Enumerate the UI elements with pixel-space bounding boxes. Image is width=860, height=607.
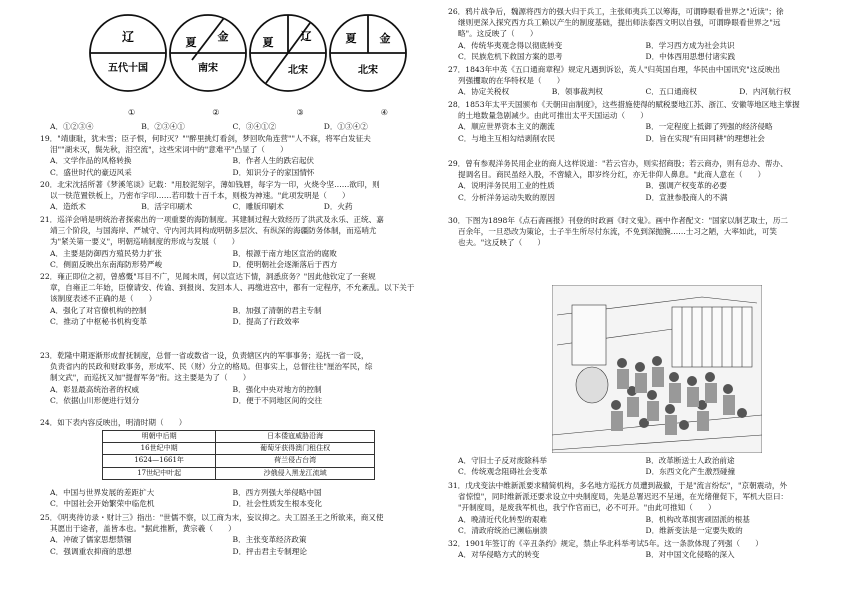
option[interactable]: C．盛世时代的豪迈风采 bbox=[50, 167, 132, 177]
table-row bbox=[103, 431, 375, 443]
option[interactable]: C．强调重农抑商的思想 bbox=[50, 546, 132, 556]
table-row bbox=[103, 443, 375, 455]
option[interactable]: A．文学作品的风格转换 bbox=[50, 156, 132, 166]
circle-2-top-right: 金 bbox=[217, 30, 229, 43]
option[interactable]: D．社会性质发生根本变化 bbox=[232, 499, 323, 509]
option[interactable]: D．宣泄参股商人的不满 bbox=[645, 192, 728, 202]
question-31 bbox=[448, 480, 833, 536]
option[interactable]: D．东西文化产生激烈碰撞 bbox=[645, 467, 736, 477]
question-text: 以一铁范置铁板上，乃密布字印……若印数十百千本，则极为神速。"此项发明是（ ） bbox=[50, 191, 350, 201]
table-cell: 日本倭寇威胁沿海 bbox=[216, 431, 375, 443]
circle-4 bbox=[330, 15, 406, 91]
q24-table bbox=[102, 430, 375, 480]
circle-labels bbox=[128, 107, 388, 118]
option[interactable]: A．传统华夷观念得以彻底转变 bbox=[458, 40, 563, 50]
question-text: 为"紧关第一要义"，明朝巡哨制度的形成与发展（ ） bbox=[50, 237, 240, 247]
option[interactable]: B．对中国文化侵略的深入 bbox=[645, 550, 735, 560]
option[interactable]: B．强化中央对地方的控制 bbox=[232, 384, 322, 394]
question-text: 23．乾隆中期逐渐形成督抚制度，总督一省或数省一设，负责辖区内的军事事务；巡抚一省一设， bbox=[40, 351, 369, 360]
question-text: 32．1901年签订的《辛丑条约》规定，禁止华北科举考试5年。这一条款体现了列强（ ） bbox=[448, 539, 763, 548]
question-text: 22．雍正即位之初，曾感慨"耳目不广，见闻未周，何以宣达下情，洞悉庶务？"因此他钦定了一套规 bbox=[40, 272, 376, 281]
question-text: 的土地数量急剧减少。由此可推出太平天国运动（ ） bbox=[458, 111, 648, 121]
question-text: 24．如下表内容反映出，明清时期（ ） bbox=[40, 418, 187, 427]
option[interactable]: C．③④①② bbox=[232, 122, 277, 131]
question-text: 章，自雍正二年始，臣僚请安、传谕、到报岗、发回本人、再缴进宫中，都有一定程序，不允紊乱。以下关于 bbox=[50, 283, 415, 293]
option[interactable]: D．知识分子的家国情怀 bbox=[232, 167, 315, 177]
circle-1-top: 辽 bbox=[121, 30, 135, 44]
question-text: 列强攫取的在华特权是（ ） bbox=[458, 76, 565, 86]
option[interactable]: C．清政府统治已濒临崩溃 bbox=[458, 525, 548, 535]
option[interactable]: B．西方列强大举侵略中国 bbox=[232, 488, 322, 497]
circle-4-bottom: 北宋 bbox=[358, 65, 378, 76]
option[interactable]: D．提高了行政效率 bbox=[232, 316, 300, 326]
option[interactable]: A．顺应世界资本主义的潮流 bbox=[458, 122, 555, 132]
question-23 bbox=[40, 350, 415, 406]
option[interactable]: D．中体西用思想付诸实践 bbox=[645, 51, 736, 61]
circle-4-top-left: 夏 bbox=[345, 32, 357, 45]
circle-3-top-right: 辽 bbox=[300, 30, 312, 43]
question-25 bbox=[40, 512, 415, 557]
question-text: 泪""湖未灭，鬓先秋，泪空流"，这些宋词中的"意难平"凸显了（ ） bbox=[50, 145, 288, 155]
circle-3-bottom: 北宋 bbox=[288, 65, 308, 76]
question-21 bbox=[40, 214, 415, 270]
table-cell: 明朝中后期 bbox=[103, 431, 216, 443]
option[interactable]: A．守旧士子反对废除科举 bbox=[458, 456, 548, 465]
option[interactable]: A．造纸术 bbox=[50, 202, 86, 212]
option[interactable]: A．主要是防御西方殖民势力扩张 bbox=[50, 248, 162, 258]
circle-2-top-left: 夏 bbox=[185, 36, 197, 49]
question-text: 略"。这反映了（ ） bbox=[458, 29, 538, 39]
question-text: 该制度表述不正确的是（ ） bbox=[50, 294, 157, 304]
question-text: 省惊惶"，同时维新派还要求设立中央制度局，先是总署迟迟不呈递，在光绪催促下，军机大臣曰： bbox=[458, 492, 789, 502]
circle-label: ① bbox=[128, 108, 136, 117]
option[interactable]: B．加强了清朝的君主专制 bbox=[232, 305, 322, 315]
option[interactable]: A．协定关税权 bbox=[458, 87, 510, 97]
question-text: 继则更深入探究西方兵工赖以产生的制度基础，提出师法泰西文明以自强，可谓睁眼看世界之"远 bbox=[458, 18, 781, 28]
option[interactable]: A．冲破了儒家思想禁锢 bbox=[50, 535, 132, 545]
table-cell: 1624—1661年 bbox=[103, 455, 216, 467]
circle-1-bottom: 五代十国 bbox=[108, 63, 148, 74]
option[interactable]: B．机构改革损害顽固派的根基 bbox=[645, 514, 750, 524]
option[interactable]: C．侧面反映出东南海防形势严峻 bbox=[50, 259, 163, 269]
circle-3-top-left: 夏 bbox=[262, 36, 274, 49]
table-cell: 17世纪中叶起 bbox=[103, 467, 216, 479]
circle-4-top-right: 金 bbox=[379, 32, 391, 45]
question-text: 30．下图为1898年《点石斋画报》刊登的时政画《时文鬼》。画中作者配文："国家以制艺取士，历二 bbox=[448, 216, 789, 225]
question-19 bbox=[40, 133, 415, 178]
question-29 bbox=[448, 158, 833, 203]
option[interactable]: C．雕版印刷术 bbox=[232, 202, 284, 212]
option[interactable]: C．传统观念阻碍社会变革 bbox=[458, 467, 548, 477]
table-row bbox=[103, 455, 375, 467]
option[interactable]: A．说明洋务民用工业的性质 bbox=[458, 181, 555, 191]
question-24-options bbox=[40, 487, 415, 509]
option[interactable]: C．中国社会开始繁荣中临危机 bbox=[50, 499, 155, 509]
option[interactable]: D．抨击君主专制理论 bbox=[232, 546, 307, 556]
option[interactable]: B．学习西方成为社会共识 bbox=[645, 40, 735, 50]
question-text: 其愿出于途者，盖皆本也。"据此推断，黄宗羲（ ） bbox=[50, 524, 236, 534]
option[interactable]: A．①②③④ bbox=[50, 122, 94, 131]
option[interactable]: A．强化了对官僚机构的控制 bbox=[50, 305, 147, 315]
option[interactable]: B．根源于南方地区宣治的腐败 bbox=[232, 248, 337, 258]
question-text: 负责省内的民政和财政事务，形成军、民（财）分立的格局。但事实上，总督往往"厘治军民，综 bbox=[50, 362, 373, 372]
option[interactable]: B．强调产权变革的必要 bbox=[645, 181, 728, 191]
circle-1 bbox=[90, 15, 166, 91]
option[interactable]: A．晚清近代化转型的艰难 bbox=[458, 514, 548, 524]
question-text: 31．戊戌变法中维新派要求精简机构，多名地方巡抚方员遭到裁撤，于是"流言纷纭"，"京朝震动，外 bbox=[448, 481, 788, 490]
table-cell: 沙俄侵入黑龙江流域 bbox=[216, 467, 375, 479]
option[interactable]: D．旨在实现"有田同耕"的理想社会 bbox=[645, 133, 765, 143]
option[interactable]: A．对华侵略方式的转变 bbox=[458, 550, 540, 560]
option[interactable]: B．改革断送士人政治前途 bbox=[645, 456, 735, 465]
option[interactable]: C．依据山川形便进行划分 bbox=[50, 395, 140, 405]
option[interactable]: C．推动了中枢秘书机构变革 bbox=[50, 316, 147, 326]
question-text: "开制度局，是废我军机也，我宁作官而已，必不可开。"由此可推知（ ） bbox=[458, 503, 716, 513]
circle-label: ② bbox=[212, 108, 220, 117]
option[interactable]: B．作者人生的跌宕起伏 bbox=[232, 156, 315, 166]
question-text: 也夫。"这反映了（ ） bbox=[458, 238, 546, 248]
question-text: 29．曾有参观洋务民用企业的商人这样说道："若云官办，则实招商股；若云商办，则有总办、帮办、 bbox=[448, 159, 788, 168]
question-text: 百余年，一旦恐改为策论，士子半生所尽付东流，不免到深抛腕……士习之陋，大率如此，可笑 bbox=[458, 227, 777, 237]
question-30 bbox=[448, 215, 833, 249]
option[interactable]: B．一定程度上抵御了列强的经济侵略 bbox=[645, 122, 773, 132]
option[interactable]: D．维新变法是一定要失败的 bbox=[645, 525, 743, 535]
question-text: 19．"靖康耻，犹未雪；臣子恨，何时灭？""醉里挑灯看剑，梦回吹角连营""人不寐，将军白发征夫 bbox=[40, 134, 371, 143]
circle-label: ③ bbox=[296, 108, 304, 117]
question-20 bbox=[40, 179, 415, 213]
option[interactable]: D．使明朝社会逐渐落后于西方 bbox=[232, 259, 338, 269]
option[interactable]: D．①③④② bbox=[323, 122, 368, 131]
table-cell: 葡萄牙获得澳门租住权 bbox=[216, 443, 375, 455]
question-text: 27．1843年中英《五口通商章程》规定凡遇到诉讼，英人"归英国自理，华民由中国讯究"这反映出 bbox=[448, 65, 781, 74]
option[interactable]: B．活字印刷术 bbox=[141, 202, 193, 212]
circle-2-bottom: 南宋 bbox=[198, 63, 218, 74]
option[interactable]: B．领事裁判权 bbox=[551, 87, 603, 97]
question-text: 21．巡洋会哨是明统治者探索出的一项重要的海防制度。其建制过程大致经历了洪武及永乐、正统、嘉 bbox=[40, 215, 384, 224]
question-26 bbox=[448, 6, 833, 62]
table-row bbox=[103, 467, 375, 479]
q18-options bbox=[40, 121, 415, 132]
table-cell: 16世纪中期 bbox=[103, 443, 216, 455]
option[interactable]: C．五口通商权 bbox=[645, 87, 697, 97]
question-text: 靖三个阶段，与国海岸、严城守、守内河共同构成明朝多层次、有纵深的海疆防务体制，而巡哨尤 bbox=[50, 226, 377, 236]
question-text: 26．鸦片战争后，魏源将西方的强大归于兵工，主张师夷兵工以筹海，可谓睁眼看世界之"近读"；徐 bbox=[448, 7, 784, 16]
dynasty-circles-figure bbox=[88, 8, 408, 98]
shiwen-gui-illustration bbox=[552, 285, 762, 453]
option[interactable]: B．主张变革经济政策 bbox=[232, 535, 307, 545]
question-28 bbox=[448, 99, 833, 144]
circle-label: ④ bbox=[380, 108, 388, 117]
question-text: 25．《明夷待访录・财计三》指出："世儒不察，以工商为末，妄议抑之。夫工固圣王之所欲来，商又使 bbox=[40, 513, 384, 522]
question-24 bbox=[40, 417, 415, 428]
option[interactable]: C．分析洋务运动失败的原因 bbox=[458, 192, 555, 202]
circle-3 bbox=[250, 15, 326, 91]
option[interactable]: D．内河航行权 bbox=[739, 87, 791, 97]
option[interactable]: C．与地主互相勾结剥削农民 bbox=[458, 133, 555, 143]
option[interactable]: A．彰显最高统治者的权威 bbox=[50, 384, 140, 394]
question-text: 提调名目。商民虽经入股，不啻辕入，即岁终分红，亦无非仰人鼻息。"此商人意在（ ） bbox=[458, 170, 766, 180]
option[interactable]: B．②③④① bbox=[141, 122, 185, 131]
question-30-options bbox=[448, 455, 833, 477]
option[interactable]: D．便于不同地区间的交往 bbox=[232, 395, 323, 405]
option[interactable]: A．中国与世界发展的差距扩大 bbox=[50, 488, 155, 497]
question-text: 20．北宋沈括所著《梦溪笔谈》记载："用胶泥刻字，薄如钱唇，每字为一印，火烧令坚……欲印，则 bbox=[40, 180, 380, 189]
question-27 bbox=[448, 64, 833, 98]
circle-2 bbox=[170, 15, 246, 91]
option[interactable]: D．火药 bbox=[323, 202, 353, 212]
option[interactable]: C．民族危机下救国方案的思考 bbox=[458, 51, 563, 61]
table-cell: 荷兰侵占台湾 bbox=[216, 455, 375, 467]
question-32 bbox=[448, 538, 833, 560]
question-text: 28．1853年太平天国颁布《天朝田亩制度》，这些措施使得的赋税要地江苏、浙江、安徽等地区地主掌握 bbox=[448, 100, 800, 109]
question-text: 制文武"，而巡抚又加"提督军务"衔。这主要是为了（ ） bbox=[50, 373, 251, 383]
question-22 bbox=[40, 271, 415, 327]
